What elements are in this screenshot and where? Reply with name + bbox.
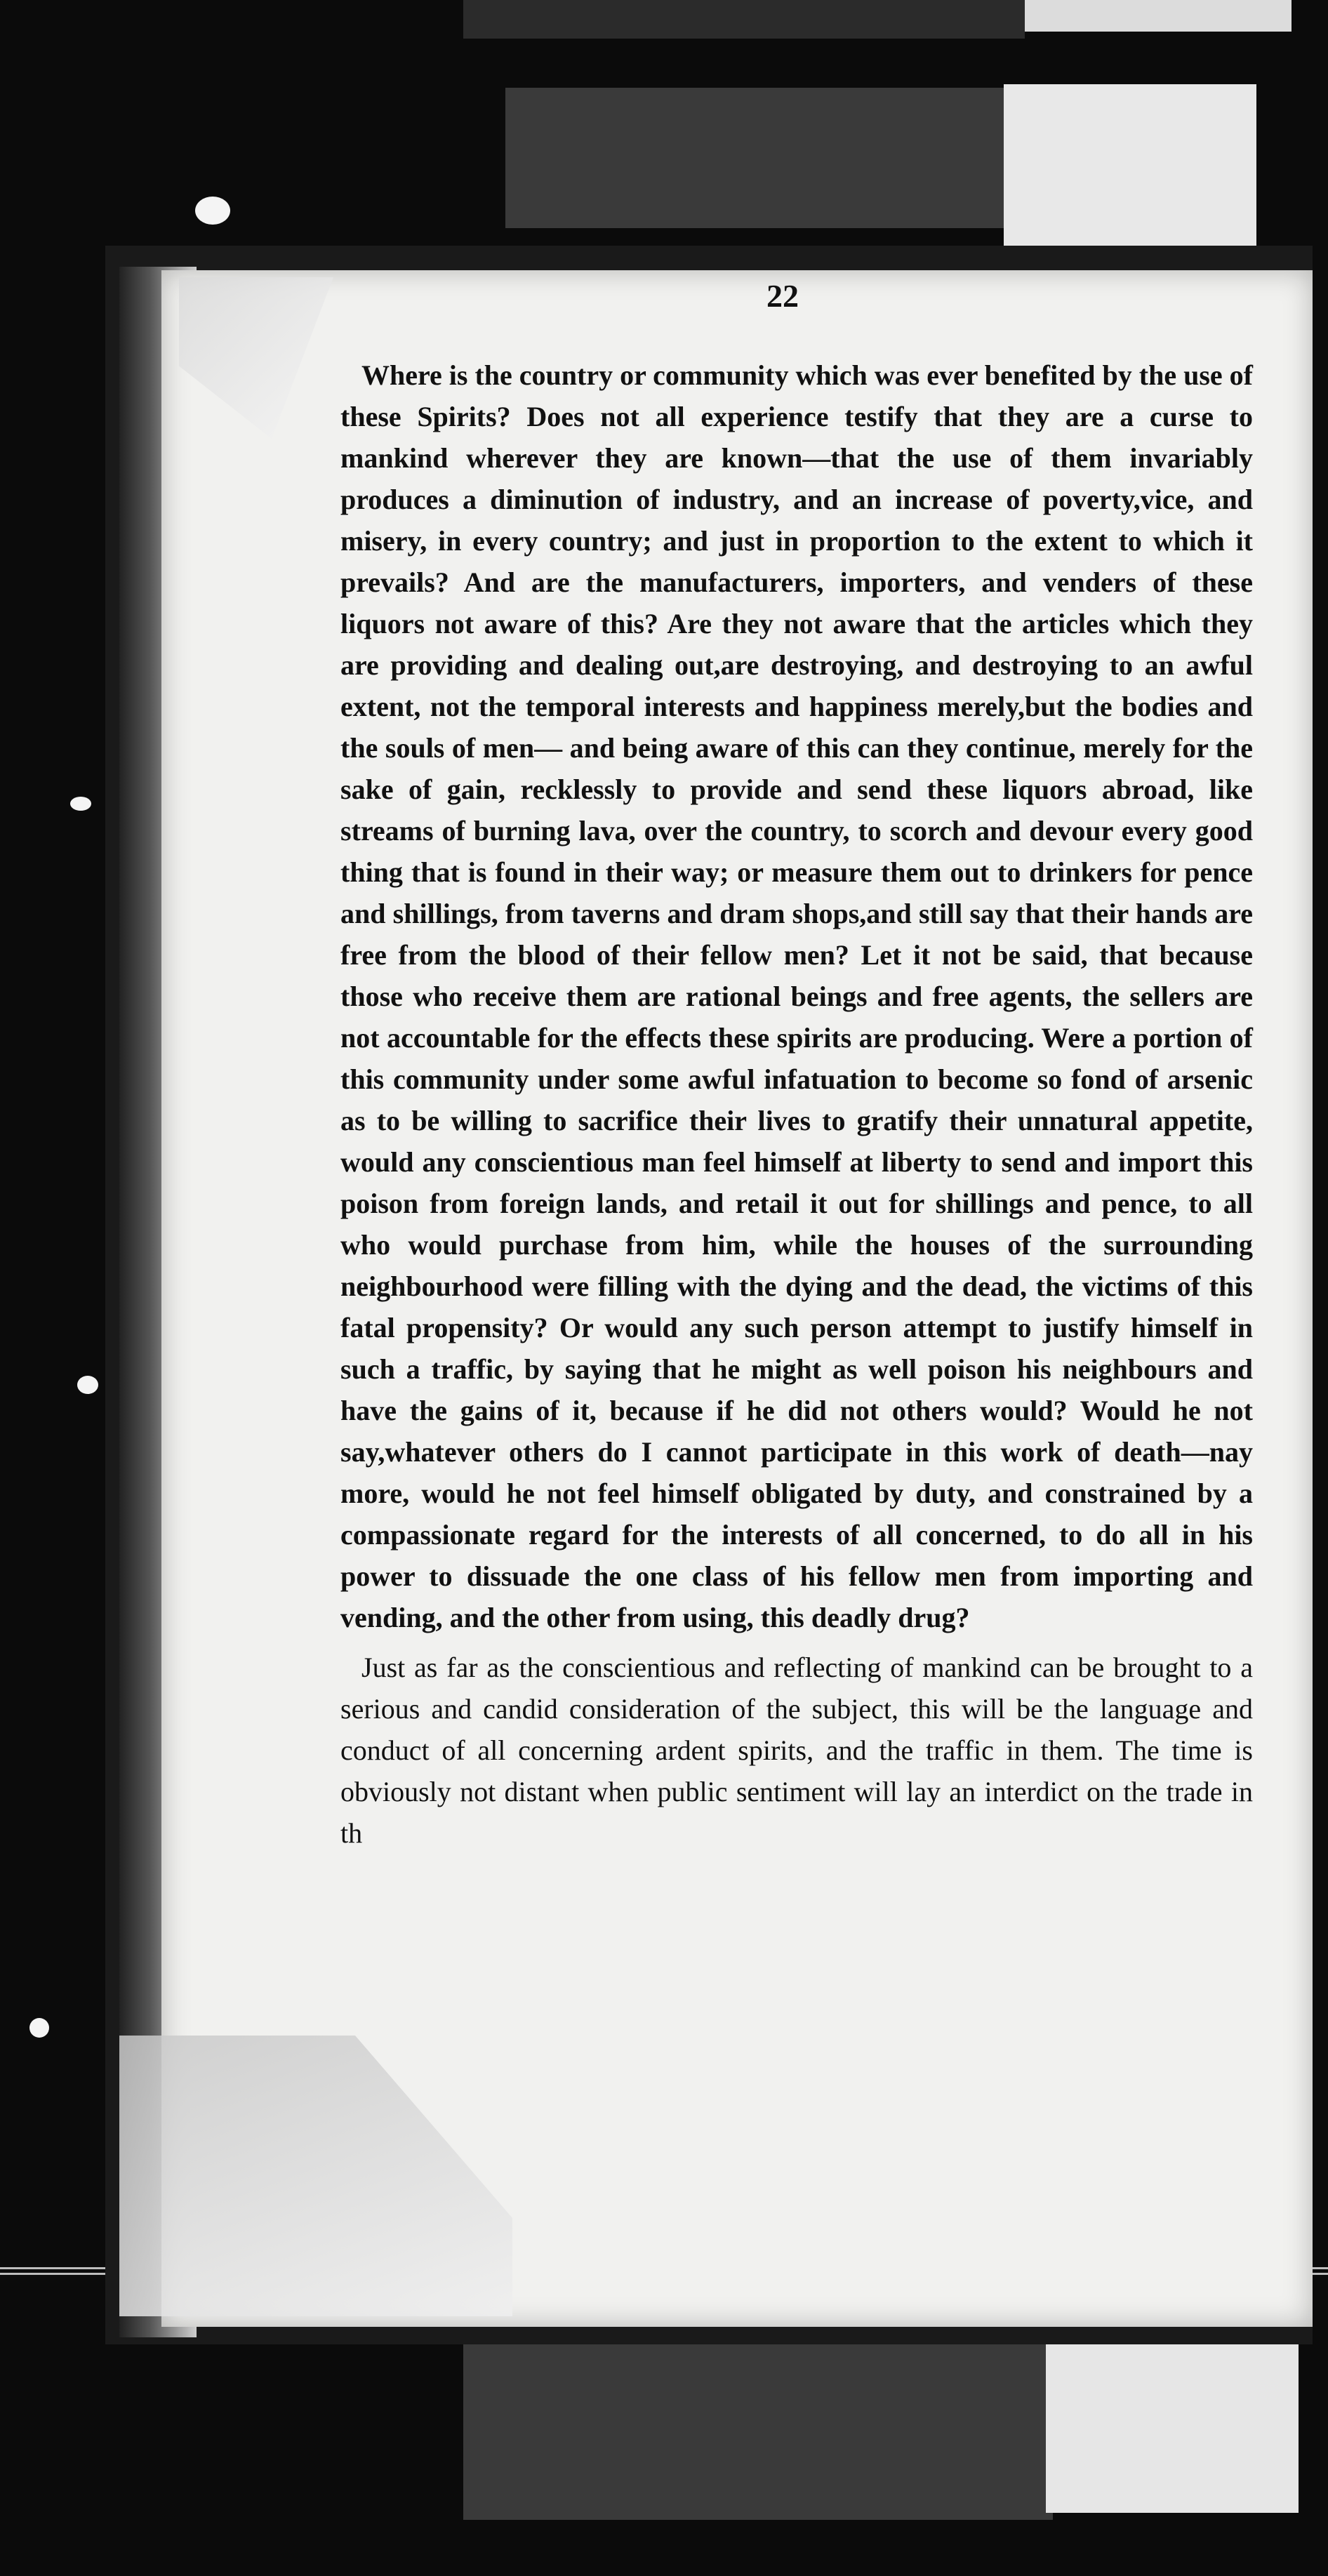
dust-speck <box>70 797 91 811</box>
film-band-top <box>463 0 1025 39</box>
dust-speck <box>77 1376 98 1394</box>
film-band-lower <box>463 2330 1053 2520</box>
film-band-top-light <box>1025 0 1292 32</box>
dust-speck <box>195 197 230 225</box>
page-number: 22 <box>766 278 799 314</box>
paragraph: Just as far as the conscientious and reflecting of mankind can be brought to a serious and candid consideration of the subject, this will be the language and conduct of all concerning ardent spirits, and the traffic in them. The time is obviously not distant when public sentiment will lay an interdict on the trade in th <box>340 1652 1253 1849</box>
dust-speck <box>29 2018 49 2038</box>
film-band-lower-light <box>1046 2316 1299 2513</box>
page-text <box>340 354 1253 1854</box>
paragraph: Where is the country or community which was ever benefited by the use of these Spirits? Does not all experience testify that they are a curse to mankind wherever they are known—that the use of them invariably produces a diminution of industry, and an increase of poverty,vice, and misery, in every country; and just in proportion to the extent to which it prevails? And are the manufacturers, importers, and venders of these liquors not aware of this? Are they not aware that the articles which they are providing and dealing out,are destroying, and destroying to an awful extent, not the temporal interests and happiness merely,but the bodies and the souls of men— and being aware of this can they continue, merely for the sake of gain, recklessly to provide and send these liquors abroad, like streams of burning lava, over the country, to scorch and devour every good thing that is found in their way; or measure them out to drinkers for pence and shillings, from taverns and dram shops,and still say that their hands are free from the blood of their fellow men? Let it not be said, that because those who receive them are rational beings and free agents, the sellers are not accountable for the effects these spirits are producing. Were a portion of this community under some awful infatuation to become so fond of arsenic as to be willing to sacrifice their lives to gratify their unnatural appetite, would any conscientious man feel himself at liberty to send and import this poison from foreign lands, and retail it out for shillings and pence, to all who would purchase from him, while the houses of the surrounding neighbourhood were filling with the dying and the dead, the victims of this fatal propensity? Or would any such person attempt to justify himself in such a traffic, by saying that he might as well poison his neighbours and have the gains of it, because if he did not others would? Would he not say,whatever others do I cannot participate in this work of death—nay more, would he not feel himself obligated by duty, and constrained by a compassionate regard for the interests of all concerned, to do all in his power to dissuade the one class of his fellow men from importing and vending, and the other from using, this deadly drug? <box>340 359 1253 1633</box>
film-band-upper <box>505 88 1004 228</box>
